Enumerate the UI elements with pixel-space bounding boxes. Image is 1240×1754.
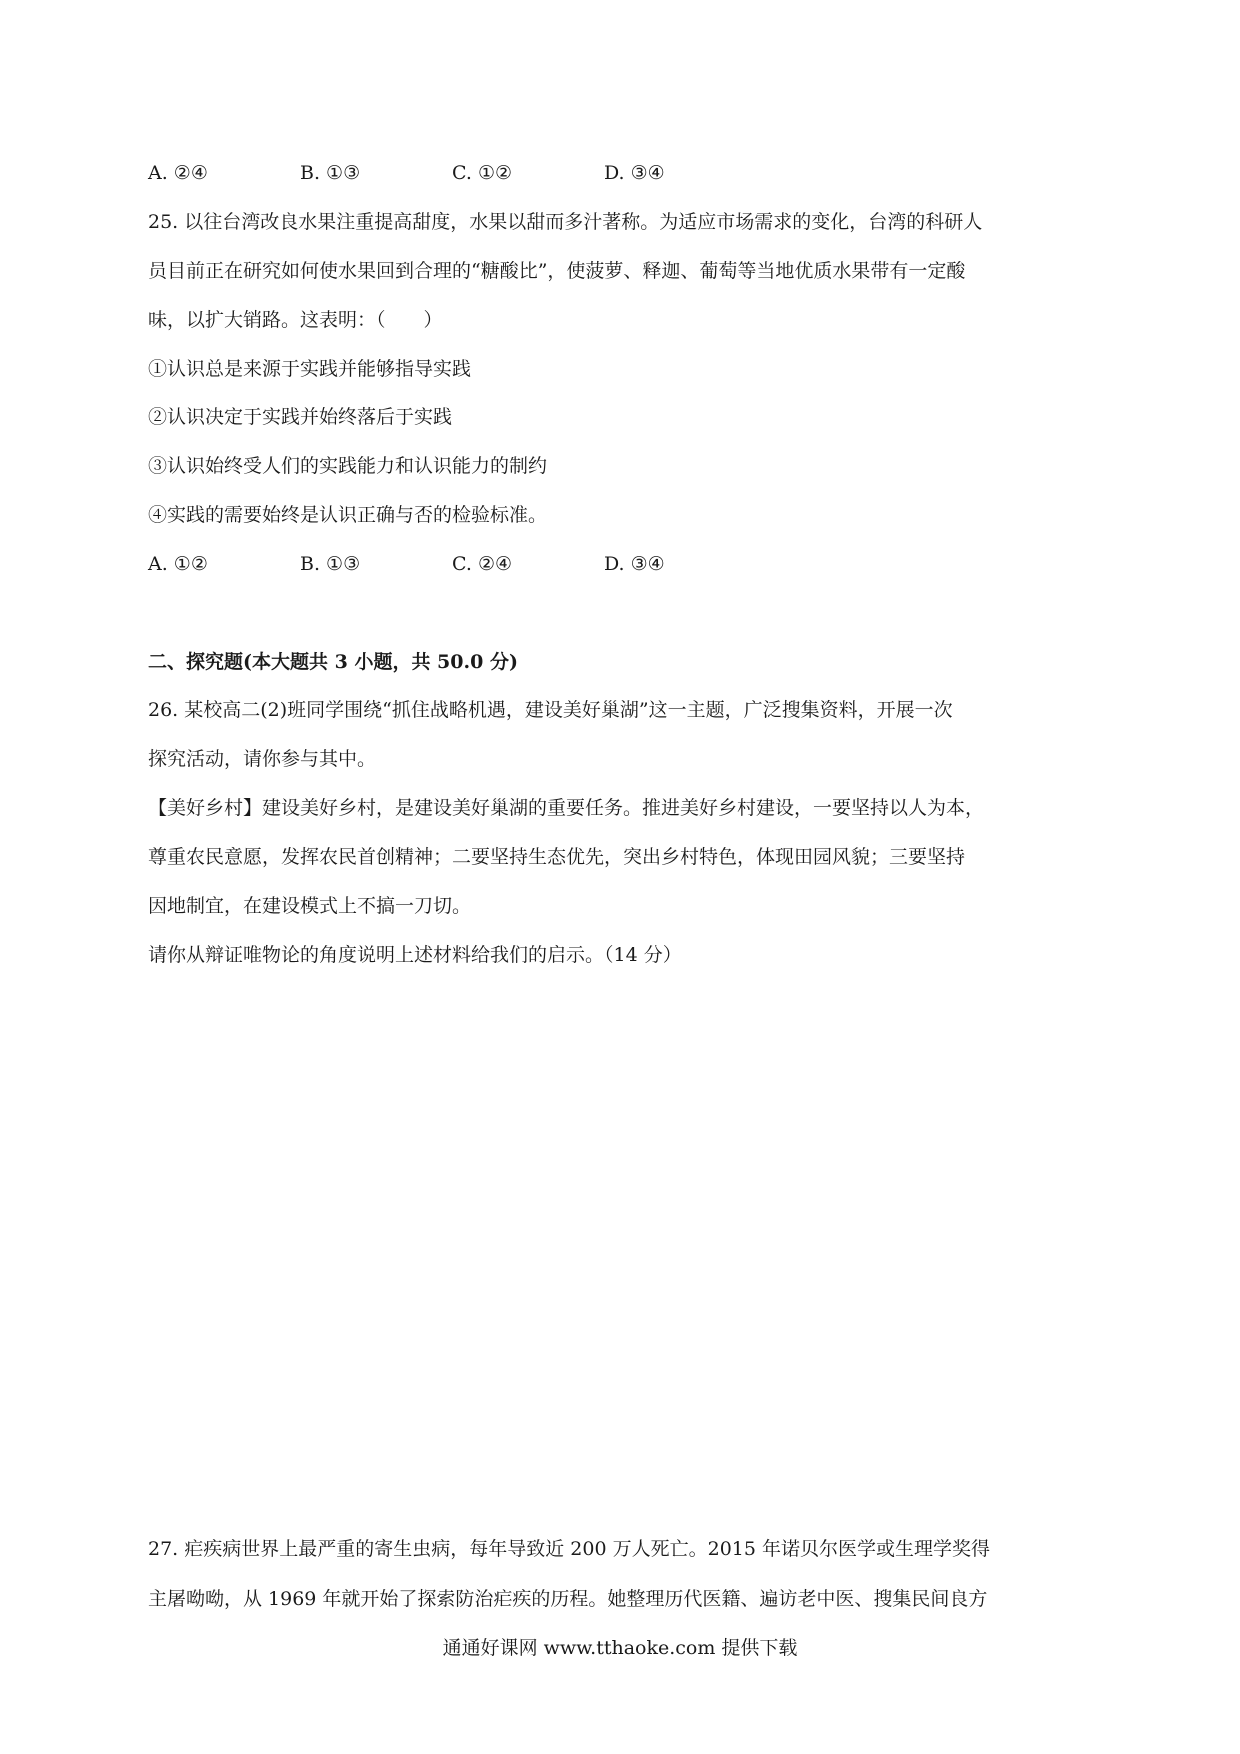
q25-option-c: C. ②④	[452, 553, 513, 575]
page-footer: 通通好课网 www.tthaoke.com 提供下载	[442, 1637, 798, 1659]
q25-option-d: D. ③④	[604, 553, 665, 575]
section-heading: 二、探究题(本大题共 3 小题，共 50.0 分)	[148, 651, 518, 673]
q26-stem-line-2: 探究活动，请你参与其中。	[148, 748, 377, 770]
q25-statement-3: ③认识始终受人们的实践能力和认识能力的制约	[148, 455, 548, 477]
q24-option-d: D. ③④	[604, 162, 665, 184]
q25-stem-line-2: 员目前正在研究如何使水果回到合理的“糖酸比”，使菠萝、释迦、葡萄等当地优质水果带有一定酸	[148, 260, 966, 282]
q24-option-a: A. ②④	[148, 162, 208, 184]
q25-stem-line-1: 25. 以往台湾改良水果注重提高甜度，水果以甜而多汁著称。为适应市场需求的变化，台湾的科研人	[148, 211, 983, 233]
q26-material-line-3: 因地制宜，在建设模式上不搞一刀切。	[148, 895, 472, 917]
q26-question: 请你从辩证唯物论的角度说明上述材料给我们的启示。（14 分）	[148, 944, 682, 966]
q25-option-b: B. ①③	[300, 553, 361, 575]
q27-stem-line-2: 主屠呦呦，从 1969 年就开始了探索防治疟疾的历程。她整理历代医籍、遍访老中医、搜集民间良方	[148, 1588, 988, 1610]
q26-material-line-2: 尊重农民意愿，发挥农民首创精神；二要坚持生态优先，突出乡村特色，体现田园风貌；三要坚持	[148, 846, 966, 868]
q26-stem-line-1: 26. 某校高二(2)班同学围绕“抓住战略机遇，建设美好巢湖”这一主题，广泛搜集资料，开展一次	[148, 699, 953, 721]
q25-option-a: A. ①②	[148, 553, 208, 575]
q24-option-c: C. ①②	[452, 162, 513, 184]
q25-stem-line-3: 味，以扩大销路。这表明：（ ）	[148, 309, 443, 331]
q24-option-b: B. ①③	[300, 162, 361, 184]
q27-stem-line-1: 27. 疟疾病世界上最严重的寄生虫病，每年导致近 200 万人死亡。2015 年诺贝尔医学或生理学奖得	[148, 1538, 990, 1560]
q25-statement-2: ②认识决定于实践并始终落后于实践	[148, 406, 453, 428]
q25-statement-4: ④实践的需要始终是认识正确与否的检验标准。	[148, 504, 548, 526]
q26-material-line-1: 【美好乡村】建设美好乡村，是建设美好巢湖的重要任务。推进美好乡村建设，一要坚持以人为本，	[148, 797, 985, 819]
q25-statement-1: ①认识总是来源于实践并能够指导实践	[148, 358, 472, 380]
